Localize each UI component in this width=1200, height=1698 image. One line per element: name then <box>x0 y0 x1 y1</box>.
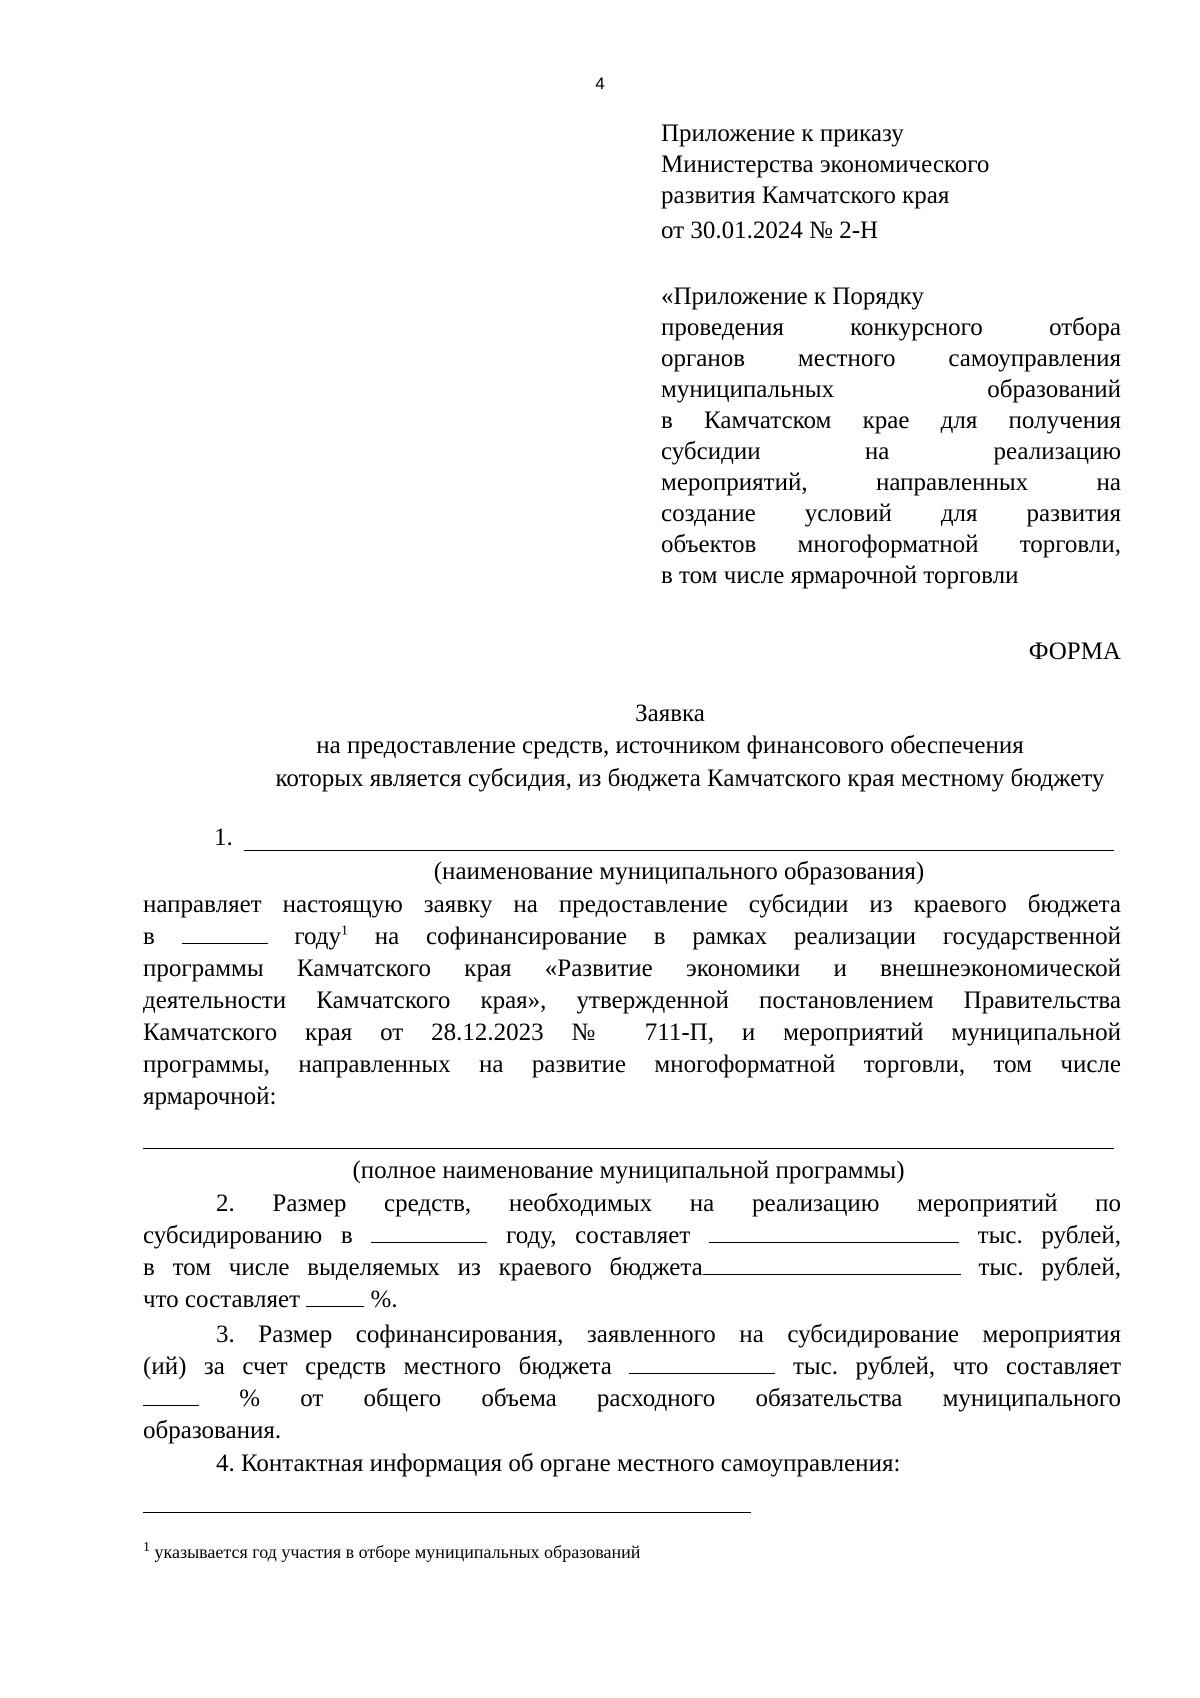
title-line-3: которых является субсидия, из бюджета Камчатского края местному бюджету <box>275 765 1105 792</box>
title-line-2: на предоставление средств, источником финансового обеспечения <box>316 732 1024 759</box>
section-3-line: 3. Размер софинансирования, заявленного на субсидирование мероприятия <box>216 1321 1121 1348</box>
procedure-line: создание условий для развития <box>661 500 1121 527</box>
year-field[interactable] <box>182 921 268 944</box>
footnote-text: указывается год участия в отборе муниципальных образований <box>150 1542 641 1562</box>
section-1-line: ярмарочной: <box>143 1083 277 1110</box>
section-1-line: программы Камчатского края «Развитие экономики и внешнеэкономической <box>143 955 1121 982</box>
section-1-line: программы, направленных на развитие многоформатной торговли, том числе <box>143 1051 1121 1078</box>
section-1-line-year: в году$^1$ на софинансирование в рамках реализации государственной <box>143 923 1122 950</box>
regional-percent-field[interactable] <box>306 1284 364 1307</box>
program-name-field[interactable] <box>143 1148 1114 1149</box>
footnote <box>143 1541 640 1563</box>
section-3 <box>143 1319 1121 1447</box>
appendix-line-3: развития Камчатского края <box>661 182 950 209</box>
section-2-line: что составляет %. <box>143 1286 398 1313</box>
appendix-date: от 30.01.2024 № 2-Н <box>661 217 879 244</box>
section-3-line: % от общего объема расходного обязательства муниципального <box>143 1383 1121 1415</box>
appendix-line-2: Министерства экономического <box>661 151 990 178</box>
section-2 <box>143 1188 1121 1316</box>
footnote-mark: 1 <box>143 1540 150 1555</box>
footnote-mark: 1 <box>341 923 349 939</box>
page-number: 4 <box>595 74 605 93</box>
title-line-1: Заявка <box>635 700 705 727</box>
section-1-line: Камчатского края от 28.12.2023 № 711-П, и мероприятий муниципальной <box>143 1019 1121 1046</box>
procedure-line: объектов многоформатной торговли, <box>661 531 1121 558</box>
section-3-line: (ий) за счет средств местного бюджета тыс. рублей, что составляет <box>143 1353 1122 1380</box>
section-1-body <box>143 889 1121 1113</box>
local-amount-field[interactable] <box>629 1351 775 1374</box>
procedure-line: в Камчатском крае для получения <box>661 407 1121 434</box>
section-2-line: 2. Размер средств, необходимых на реализацию мероприятий по <box>216 1190 1121 1217</box>
procedure-line: «Приложение к Порядку <box>661 283 924 310</box>
municipality-name-field[interactable] <box>244 850 1114 851</box>
form-label: ФОРМА <box>1028 638 1121 665</box>
municipality-caption: (наименование муниципального образования) <box>433 858 925 885</box>
procedure-line: проведения конкурсного отбора <box>661 314 1121 341</box>
regional-amount-field[interactable] <box>703 1252 961 1275</box>
subsidy-year-field[interactable] <box>371 1220 487 1243</box>
appendix-header <box>661 118 1121 246</box>
procedure-line: в том числе ярмарочной торговли <box>661 562 1019 589</box>
section-2-line: в том числе выделяемых из краевого бюджета тыс. рублей, <box>143 1254 1121 1281</box>
local-percent-field[interactable] <box>143 1383 199 1406</box>
section-1-line: деятельности Камчатского края», утвержденной постановлением Правительства <box>143 987 1121 1014</box>
procedure-line: органов местного самоуправления <box>661 345 1121 372</box>
procedure-appendix <box>661 281 1121 591</box>
section-1-number: 1. <box>214 824 233 851</box>
section-4-line: 4. Контактная информация об органе местного самоуправления: <box>216 1450 901 1477</box>
procedure-line: мероприятий, направленных на <box>661 469 1121 496</box>
section-2-line: субсидированию в году, составляет тыс. рублей, <box>143 1222 1122 1249</box>
program-caption: (полное наименование муниципальной программы) <box>352 1157 905 1184</box>
total-amount-field[interactable] <box>709 1220 959 1243</box>
appendix-line-1: Приложение к приказу <box>661 120 904 147</box>
procedure-line: муниципальных образований <box>661 376 1121 403</box>
section-3-line: образования. <box>143 1417 282 1444</box>
footnote-divider <box>143 1512 751 1513</box>
section-1-line: направляет настоящую заявку на предоставление субсидии из краевого бюджета <box>143 891 1121 918</box>
procedure-line: субсидии на реализацию <box>661 438 1121 465</box>
